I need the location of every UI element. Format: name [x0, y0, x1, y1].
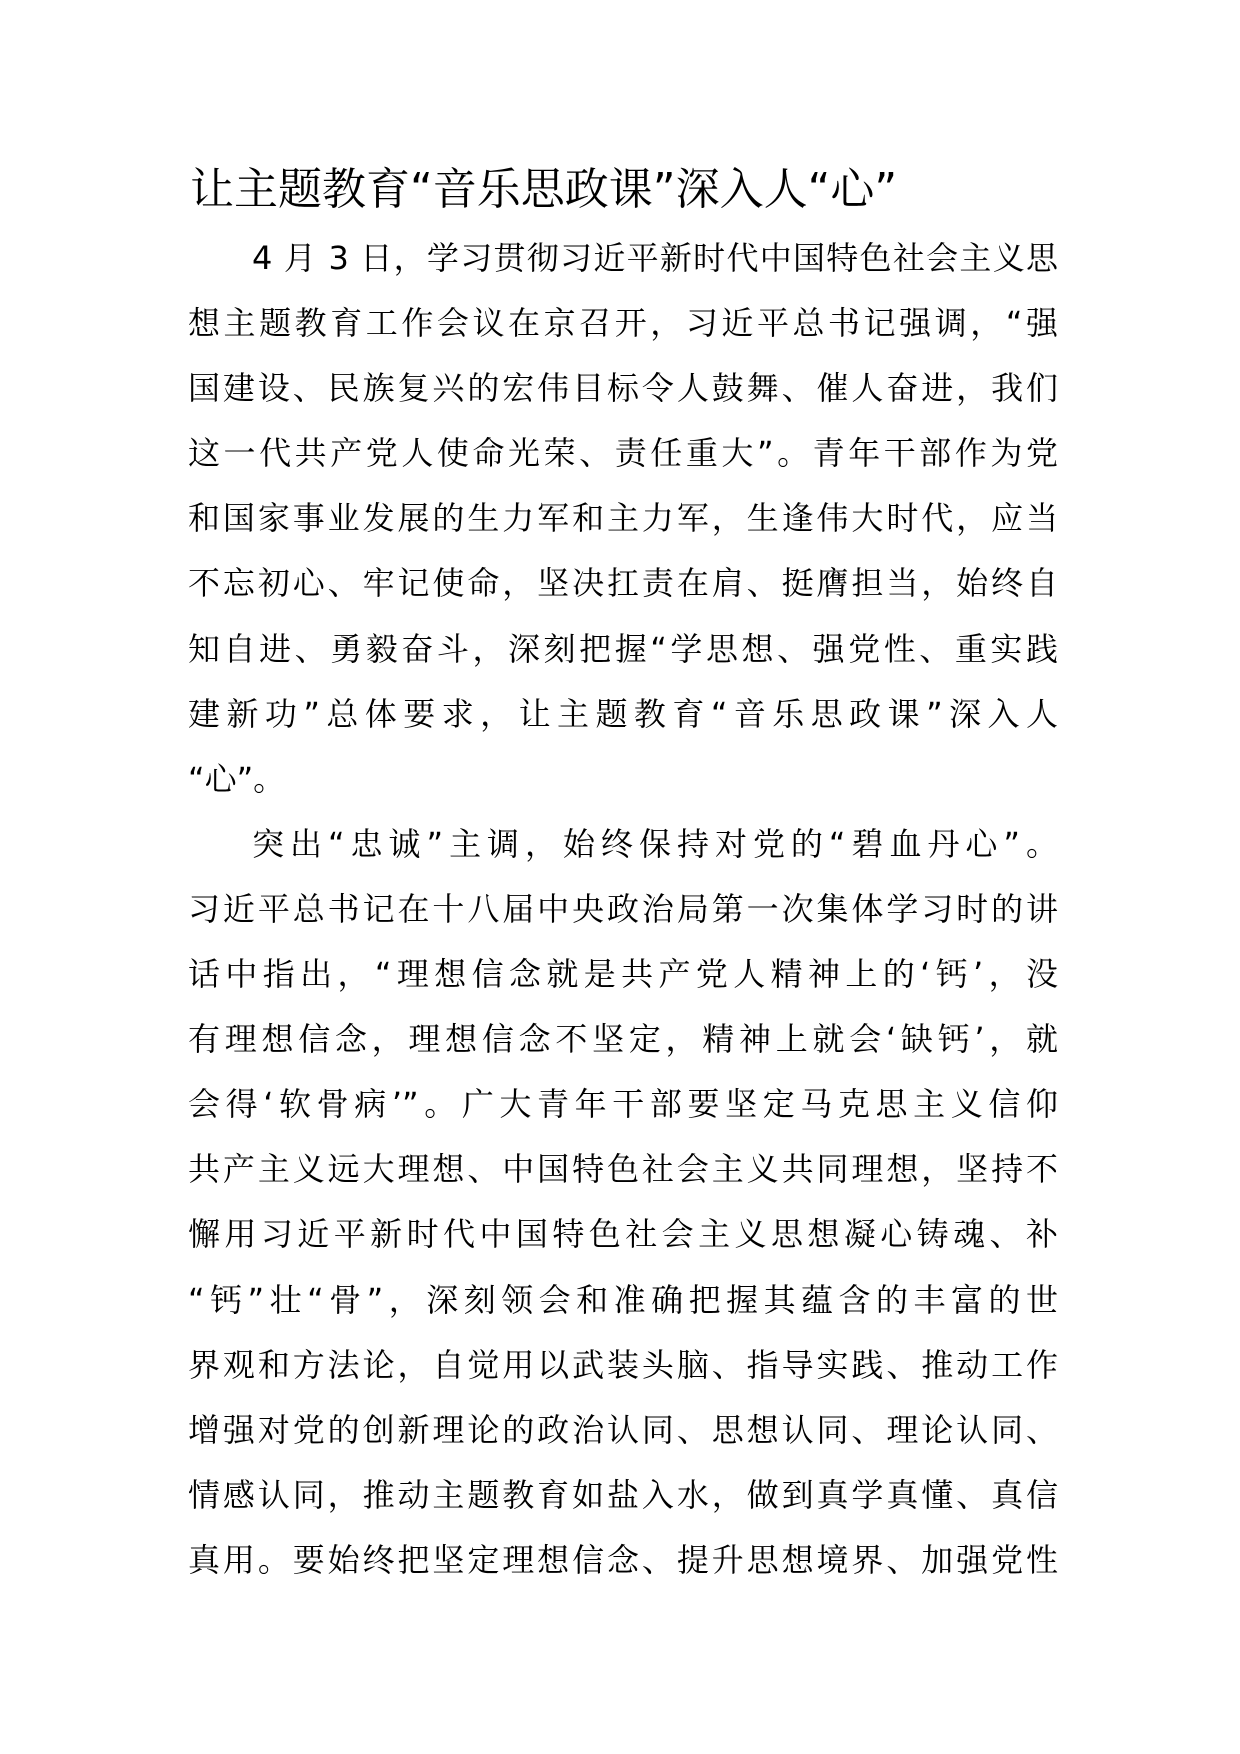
- paragraph-line: “钙”壮“骨”，深刻领会和准确把握其蕴含的丰富的世: [188, 1280, 1058, 1319]
- paragraph-line: 4 月 3 日，学习贯彻习近平新时代中国特色社会主义思: [252, 239, 1058, 277]
- paragraph-line: 情感认同，推动主题教育如盐入水，做到真学真懂、真信: [188, 1475, 1058, 1514]
- paragraph-line: 习近平总书记在十八届中央政治局第一次集体学习时的讲: [188, 889, 1058, 928]
- paragraph-line: 共产主义远大理想、中国特色社会主义共同理想，坚持不: [188, 1150, 1058, 1189]
- document-title: 让主题教育“音乐思政课”深入人“心”: [190, 164, 898, 215]
- paragraph-line: 界观和方法论，自觉用以武装头脑、指导实践、推动工作: [188, 1345, 1058, 1384]
- paragraph-line: 突出“忠诚”主调，始终保持对党的“碧血丹心”。: [252, 824, 1058, 863]
- paragraph-line: 和国家事业发展的生力军和主力军，生逢伟大时代，应当: [188, 499, 1058, 538]
- paragraph-line: 真用。要始终把坚定理想信念、提升思想境界、加强党性: [188, 1540, 1058, 1579]
- document-body: [188, 238, 1058, 1605]
- paragraph-line: 懈用习近平新时代中国特色社会主义思想凝心铸魂、补: [188, 1215, 1058, 1254]
- paragraph-line: 这一代共产党人使命光荣、责任重大”。青年干部作为党: [188, 434, 1058, 473]
- paragraph-line: 国建设、民族复兴的宏伟目标令人鼓舞、催人奋进，我们: [188, 369, 1058, 408]
- paragraph-line: 知自进、勇毅奋斗，深刻把握“学思想、强党性、重实践: [188, 629, 1058, 668]
- paragraph-line: 增强对党的创新理论的政治认同、思想认同、理论认同、: [188, 1410, 1058, 1449]
- paragraph-line: 话中指出，“理想信念就是共产党人精神上的‘钙’，没: [188, 955, 1058, 994]
- paragraph-line: 不忘初心、牢记使命，坚决扛责在肩、挺膺担当，始终自: [188, 564, 1058, 603]
- paragraph-line: 有理想信念，理想信念不坚定，精神上就会‘缺钙’，就: [188, 1020, 1058, 1059]
- paragraph-line: “心”。: [188, 759, 286, 798]
- paragraph-line: 想主题教育工作会议在京召开，习近平总书记强调，“强: [188, 304, 1058, 343]
- paragraph-line: 建新功”总体要求，让主题教育“音乐思政课”深入人: [188, 694, 1058, 733]
- paragraph-line: 会得‘软骨病’”。广大青年干部要坚定马克思主义信仰: [188, 1085, 1058, 1124]
